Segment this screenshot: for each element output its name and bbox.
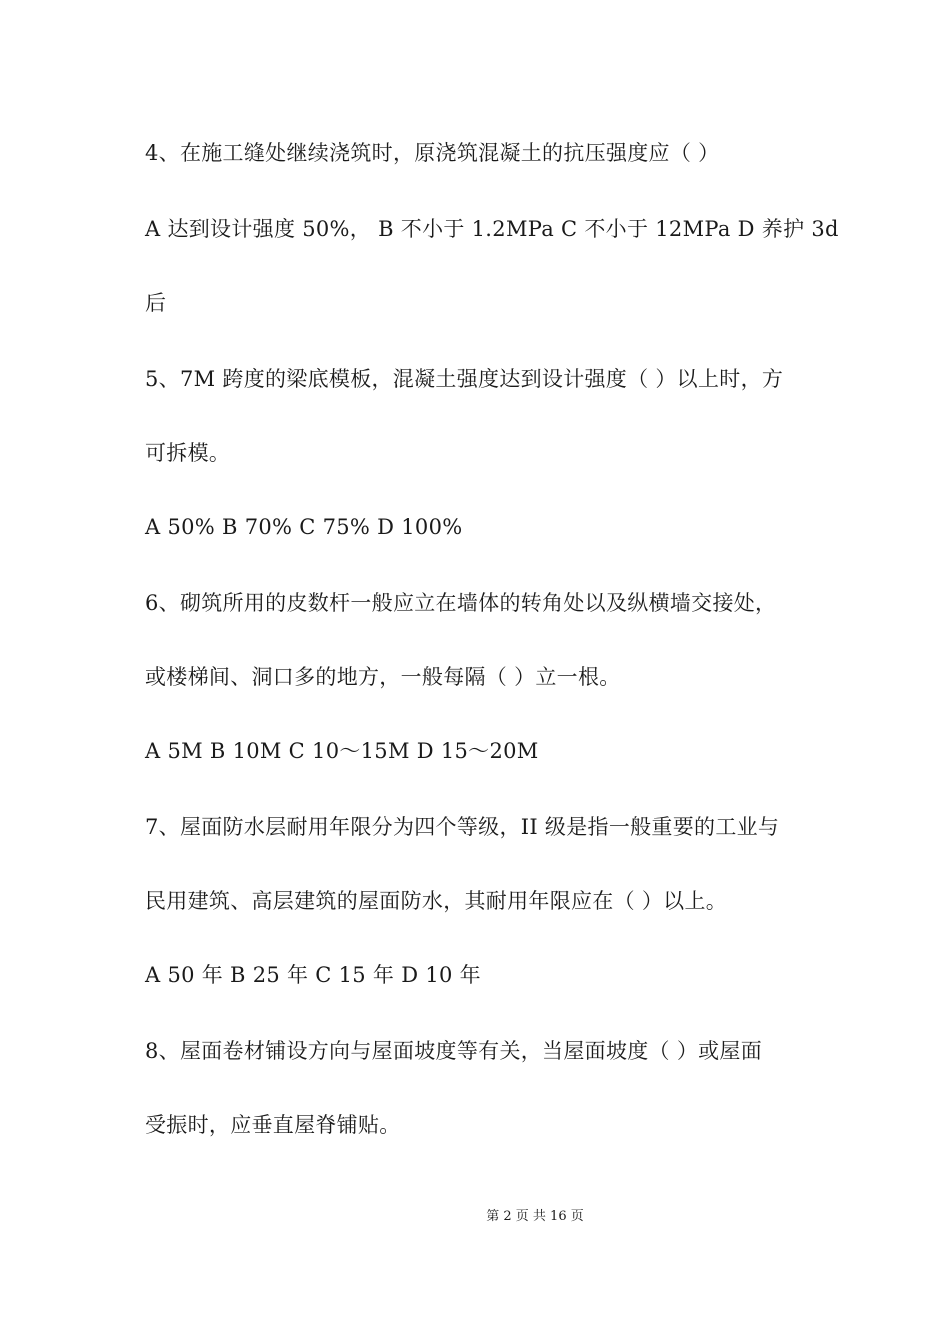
question-6-line-1: 6、砌筑所用的皮数杆一般应立在墙体的转角处以及纵横墙交接处， — [145, 591, 777, 615]
question-6-line-2: 或楼梯间、洞口多的地方，一般每隔（ ）立一根。 — [145, 665, 621, 689]
question-7-options: A 50 年 B 25 年 C 15 年 D 10 年 — [145, 963, 481, 987]
page-number-footer: 第 2 页 共 16 页 — [486, 1209, 584, 1224]
question-5-line-1: 5、7M 跨度的梁底模板，混凝土强度达到设计强度（ ）以上时，方 — [145, 367, 784, 391]
question-5-line-2: 可拆模。 — [145, 441, 231, 465]
question-6-options: A 5M B 10M C 10～15M D 15～20M — [145, 739, 539, 763]
question-4-options-line-2: 后 — [145, 291, 167, 315]
question-4-options-line-1: A 达到设计强度 50%， B 不小于 1.2MPa C 不小于 12MPa D 养护 3d — [145, 217, 839, 241]
question-8-line-2: 受振时，应垂直屋脊铺贴。 — [145, 1113, 401, 1137]
question-7-line-1: 7、屋面防水层耐用年限分为四个等级，II 级是指一般重要的工业与 — [145, 815, 780, 839]
question-4-line-1: 4、在施工缝处继续浇筑时，原浇筑混凝土的抗压强度应（ ） — [145, 141, 720, 165]
question-5-options: A 50% B 70% C 75% D 100% — [145, 515, 463, 539]
question-7-line-2: 民用建筑、高层建筑的屋面防水，其耐用年限应在（ ）以上。 — [145, 889, 728, 913]
question-8-line-1: 8、屋面卷材铺设方向与屋面坡度等有关，当屋面坡度（ ）或屋面 — [145, 1039, 763, 1063]
